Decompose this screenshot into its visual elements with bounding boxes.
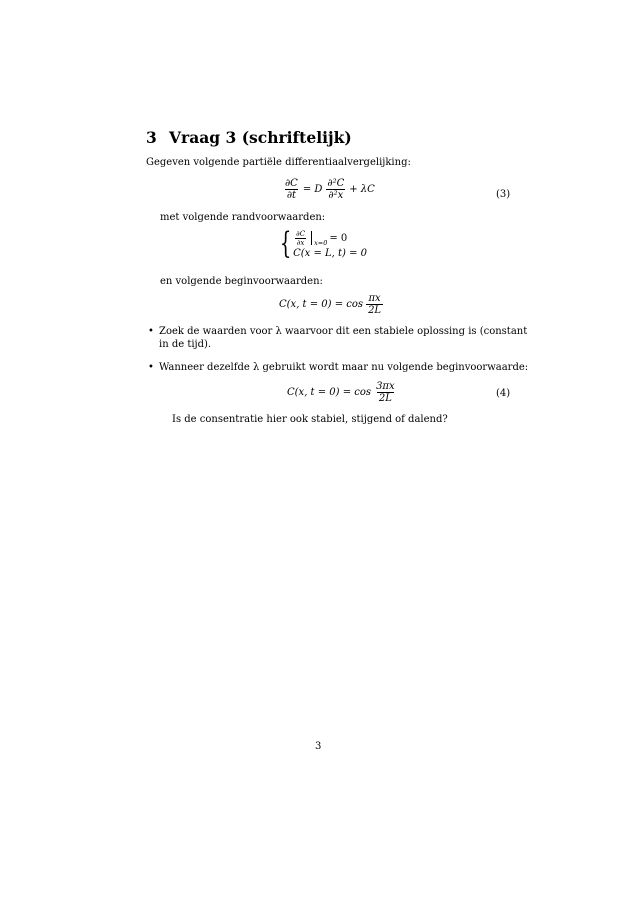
eq3-lhs-num: ∂C — [285, 178, 298, 189]
left-brace: { — [279, 226, 292, 261]
bullet-2-marker: • — [148, 362, 154, 373]
eq3-lhs-fraction — [283, 178, 300, 201]
intro-paragraph: Gegeven volgende partiële differentiaalvergelijking: — [146, 157, 411, 168]
initial-condition-1 — [279, 293, 384, 316]
eq4-den: 2L — [378, 393, 392, 404]
page-number: 3 — [315, 741, 322, 752]
eq4-fraction — [374, 381, 397, 404]
bc1-num: ∂C — [296, 229, 306, 238]
eq3-rhs-num: ∂²C — [327, 178, 345, 189]
bullet-2-line-1: Wanneer dezelfde λ gebruikt wordt maar nu volgende beginvoorwaarde: — [159, 362, 529, 373]
eq3-lhs-den: ∂t — [286, 190, 297, 201]
eq4-num: 3πx — [376, 381, 395, 392]
ic1-lhs: C(x, t = 0) = cos — [279, 299, 364, 310]
question-text: Is de consentratie hier ook stabiel, stijgend of dalend? — [172, 414, 448, 425]
ic1-fraction — [366, 293, 383, 316]
eq4-lhs: C(x, t = 0) = cos — [287, 387, 372, 398]
section-title: Vraag 3 (schriftelijk) — [169, 128, 352, 147]
bc1-fraction — [294, 230, 307, 247]
eq3-rhs-den: ∂²x — [328, 190, 344, 201]
equation-4 — [287, 381, 398, 404]
bullet-1-line-2: in de tijd). — [159, 339, 212, 350]
bc1-rhs: = 0 — [329, 232, 348, 244]
randvoorwaarden-intro: met volgende randvoorwaarden: — [160, 212, 326, 223]
bc-line-1: $\frac{\partial C}{\partial x}$ x=0 = 0 — [296, 229, 348, 247]
equation-3 — [282, 178, 375, 201]
eq3-equals-d: = D — [302, 184, 323, 195]
bullet-1-line-1: Zoek de waarden voor λ waarvoor dit een stabiele oplossing is (constant — [159, 326, 528, 337]
bc-line-2: C(x = L, t) = 0 — [293, 247, 368, 259]
boundary-conditions — [276, 226, 368, 261]
equation-4-number: (4) — [496, 388, 511, 399]
equation-3-number: (3) — [496, 189, 511, 200]
bc1-den: ∂x — [296, 238, 305, 247]
beginvoorwaarden-intro: en volgende beginvoorwaarden: — [160, 276, 323, 287]
bullet-1-marker: • — [148, 326, 154, 337]
eq3-rhs-fraction — [325, 178, 346, 201]
section-number: 3 — [146, 128, 157, 147]
evaluation-bar — [311, 231, 312, 245]
ic1-den: 2L — [368, 305, 382, 316]
ic1-num: πx — [368, 293, 381, 304]
eq3-tail: + λC — [349, 184, 375, 195]
